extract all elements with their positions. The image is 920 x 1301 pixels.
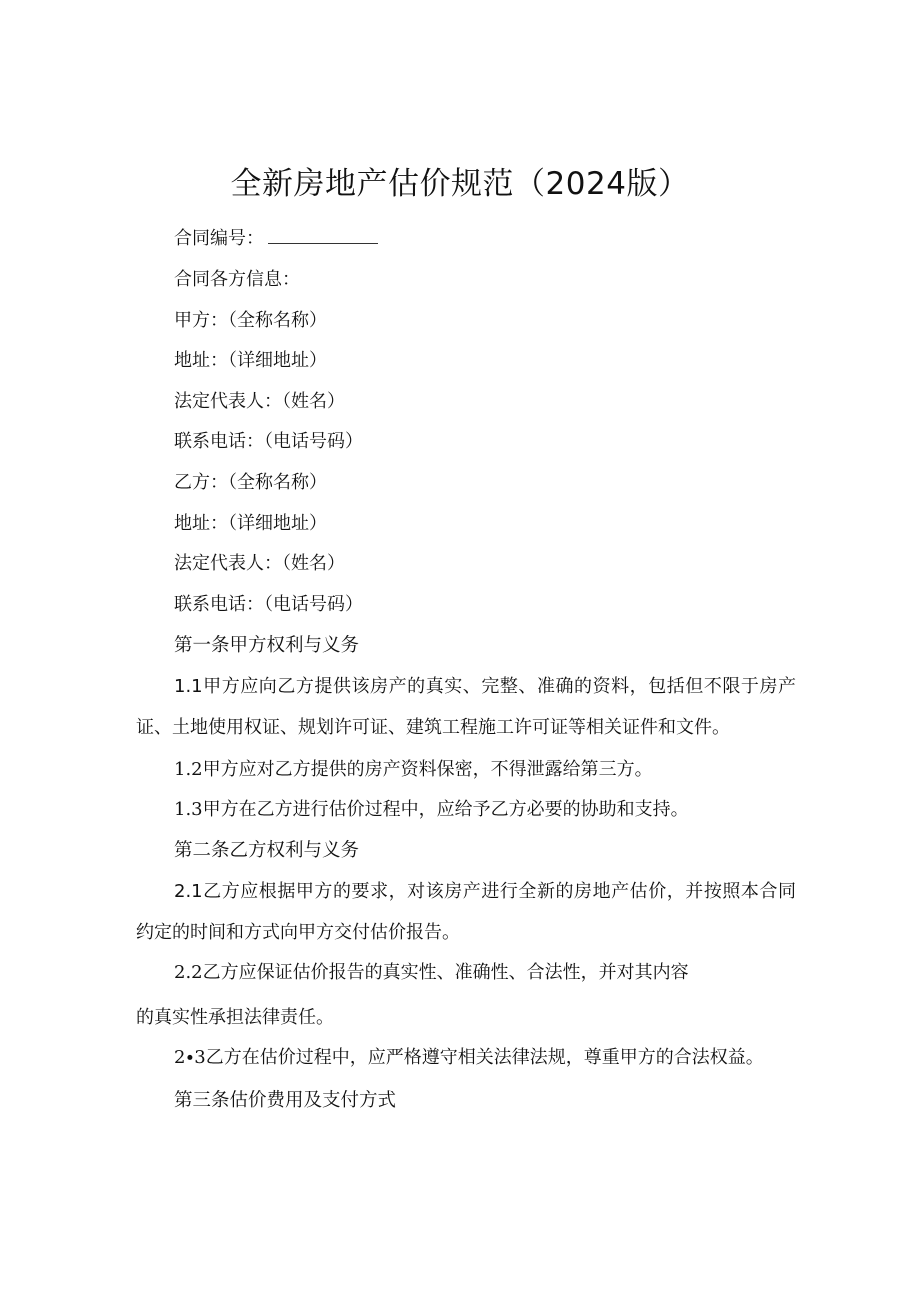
contract-number-line xyxy=(174,226,378,252)
clause-text: 乙方在估价过程中，应严格遵守相关法律法规，尊重甲方的合法权益。 xyxy=(205,1047,764,1068)
clause-number: 2.1 xyxy=(174,881,203,902)
contract-number-label: 合同编号： xyxy=(174,228,264,249)
article-2-clause-2 xyxy=(174,960,689,986)
contract-number-blank xyxy=(268,228,378,244)
article-3-heading: 第三条估价费用及支付方式 xyxy=(174,1090,397,1111)
article-2-clause-3 xyxy=(174,1045,764,1071)
party-a-phone: 联系电话：（电话号码） xyxy=(174,431,363,452)
party-a-name: 甲方：（全称名称） xyxy=(174,310,327,331)
clause-number: 2∙3 xyxy=(174,1047,206,1068)
article-1-heading: 第一条甲方权利与义务 xyxy=(174,635,360,656)
clause-text: 甲方应对乙方提供的房产资料保密，不得泄露给第三方。 xyxy=(202,759,653,780)
party-b-representative: 法定代表人：（姓名） xyxy=(174,553,345,574)
clause-number: 1.2 xyxy=(174,759,203,780)
clause-number: 1.1 xyxy=(174,676,203,697)
article-2-heading: 第二条乙方权利与义务 xyxy=(174,840,360,861)
clause-text: 甲方应向乙方提供该房产的真实、完整、准确的资料，包括但不限于房产证、土地使用权证、规划许可证、建筑工程施工许可证等相关证件和文件。 xyxy=(136,676,796,738)
party-b-phone: 联系电话：（电话号码） xyxy=(174,594,363,615)
clause-number: 2.2 xyxy=(174,962,203,983)
clause-text: 甲方在乙方进行估价过程中，应给予乙方必要的协助和支持。 xyxy=(202,799,689,820)
article-1-clause-1 xyxy=(136,667,796,748)
article-1-clause-2 xyxy=(174,757,653,783)
article-2-clause-1 xyxy=(136,872,796,953)
article-1-clause-3 xyxy=(174,797,689,823)
document-title: 全新房地产估价规范（2024版） xyxy=(230,166,690,202)
party-a-representative: 法定代表人：（姓名） xyxy=(174,391,345,412)
party-b-address: 地址：（详细地址） xyxy=(174,513,327,534)
article-2-clause-2-continuation: 的真实性承担法律责任。 xyxy=(136,1007,334,1028)
parties-info-label: 合同各方信息： xyxy=(174,269,300,290)
clause-number: 1.3 xyxy=(174,799,203,820)
clause-text: 乙方应根据甲方的要求，对该房产进行全新的房地产估价，并按照本合同约定的时间和方式向甲方交付估价报告。 xyxy=(136,881,796,943)
party-a-address: 地址：（详细地址） xyxy=(174,350,327,371)
party-b-name: 乙方：（全称名称） xyxy=(174,472,327,493)
clause-text: 乙方应保证估价报告的真实性、准确性、合法性，并对其内容 xyxy=(202,962,689,983)
